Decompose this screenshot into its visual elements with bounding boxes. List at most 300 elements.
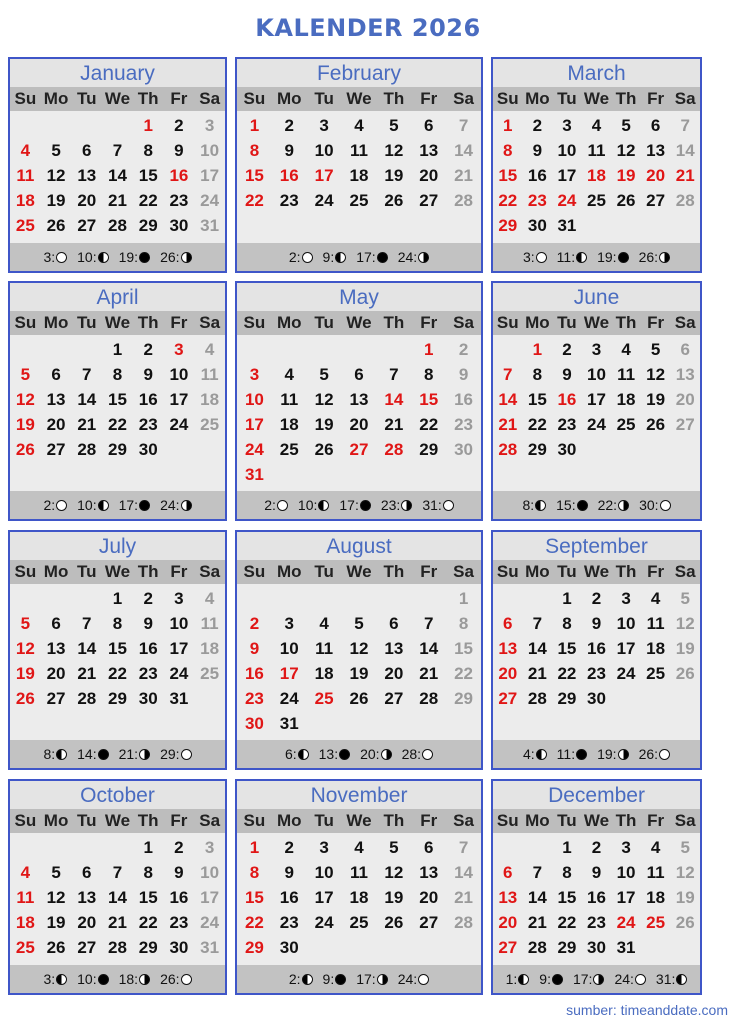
moon-phase [597,746,628,762]
month-name: May [237,283,481,311]
day-cell: 12 [675,614,695,633]
weekday-label: Mo [43,811,69,830]
day-cell: 19 [646,390,666,409]
day-cell: 11 [646,863,665,882]
moon-phase [289,971,313,987]
day-cell: 1 [249,116,260,135]
day-cell: 3 [249,365,260,384]
weekday-label: We [346,811,372,830]
month-october [8,779,227,995]
day-cell: 21 [527,913,547,932]
day-cell: 7 [112,863,123,882]
moon-phase [381,497,412,513]
day-cell: 23 [138,664,158,683]
day-cell: 14 [108,166,127,185]
weekday-label: Fr [647,811,665,830]
day-cell: 25 [15,216,35,235]
moon-phase [43,971,67,987]
day-cell: 7 [532,614,543,633]
moon-phase-day: 19: [597,746,617,762]
weekday-label: Su [496,89,519,108]
new-moon-icon [360,500,371,511]
day-cell: 8 [562,863,572,882]
day-cell: 14 [77,390,97,409]
moon-phase-day: 9: [322,249,335,265]
last-moon-icon [98,500,109,511]
month-november [235,779,483,995]
weekday-label: Tu [77,562,97,581]
day-cell: 3 [174,340,184,359]
weekday-label: Th [383,89,405,108]
new-moon-icon [552,974,563,985]
first-moon-icon [181,500,192,511]
day-cell: 11 [16,166,35,185]
day-cell: 19 [675,888,695,907]
day-cell: 20 [675,390,695,409]
day-cell: 23 [587,913,606,932]
weekday-label: Sa [674,811,696,830]
day-cell: 29 [454,689,474,708]
day-cell: 16 [244,664,264,683]
moon-phase [160,497,191,513]
day-cell: 18 [616,390,636,409]
day-cell: 1 [562,589,572,608]
day-cell: 21 [108,913,127,932]
moon-phase-day: 8: [43,746,56,762]
day-cell: 4 [20,863,31,882]
new-moon-icon [98,749,109,760]
weekday-label: Sa [199,89,221,108]
month-name: September [493,532,700,560]
day-cell: 21 [108,191,127,210]
last-moon-icon [535,500,546,511]
day-cell: 17 [616,888,636,907]
day-cell: 30 [169,938,189,957]
day-cell: 16 [169,166,189,185]
moon-phase-day: 17: [339,497,359,513]
day-cell: 10 [200,863,220,882]
day-cell: 29 [498,216,518,235]
weekday-label: Th [137,313,159,332]
day-cell: 2 [174,116,184,135]
day-cell: 24 [616,664,636,683]
moon-phase-day: 19: [118,249,139,265]
weekday-label: Sa [453,562,474,581]
day-cell: 17 [314,888,334,907]
weekday-label: Tu [314,313,334,332]
first-moon-icon [659,252,670,263]
moon-phase-day: 17: [118,497,139,513]
day-cell: 22 [527,415,547,434]
day-cell: 7 [458,116,469,135]
moon-phase [639,249,670,265]
day-cell: 3 [621,838,631,857]
day-cell: 14 [675,141,695,160]
weekday-label: Mo [43,89,69,108]
day-cell: 24 [314,913,334,932]
weekday-label: Su [496,811,519,830]
day-cell: 2 [591,589,602,608]
moon-phase [289,249,313,265]
day-cell: 5 [389,116,399,135]
day-cell: 28 [108,216,127,235]
weekday-label: Mo [525,562,550,581]
day-cell: 12 [384,863,404,882]
weekday-label: Mo [525,811,550,830]
day-cell: 6 [389,614,399,633]
month-name: August [237,532,481,560]
weekday-label: Th [383,313,405,332]
day-cell: 15 [244,166,264,185]
day-cell: 14 [527,639,547,658]
day-cell: 4 [284,365,294,384]
day-cell: 25 [279,440,299,459]
day-cell: 12 [15,390,35,409]
day-cell: 1 [503,116,513,135]
weekday-label: Th [615,562,637,581]
moon-phase-day: 17: [572,971,593,987]
weekday-label: Th [383,562,405,581]
weekday-header [237,87,481,111]
day-cell: 18 [587,166,606,185]
moon-phases [237,965,481,993]
weekday-label: We [346,89,372,108]
day-cell: 11 [200,365,219,384]
month-february [235,57,483,273]
day-cell: 25 [349,191,369,210]
weekday-label: Mo [276,89,302,108]
moon-phase-day: 3: [43,249,56,265]
weekday-label: Fr [647,313,665,332]
day-cell: 18 [646,888,666,907]
weekday-label: Su [14,562,37,581]
weekday-label: Sa [674,562,696,581]
day-cell: 6 [354,365,364,384]
moon-phase [298,497,329,513]
day-cell: 21 [419,664,439,683]
day-cell: 23 [138,415,158,434]
day-cell: 3 [621,589,631,608]
moon-phase [43,746,67,762]
weekday-label: Th [615,313,637,332]
weekday-label: Th [615,811,637,830]
moon-phase-day: 28: [401,746,422,762]
day-cell: 29 [108,440,127,459]
weekday-label: Th [383,811,405,830]
day-cell: 20 [77,913,97,932]
day-cell: 18 [15,913,35,932]
weekday-label: Sa [674,313,696,332]
day-cell: 3 [204,838,215,857]
day-cell: 26 [675,664,695,683]
weekday-label: Mo [525,89,550,108]
moon-phases [493,491,700,519]
month-may [235,281,483,521]
day-cell: 1 [532,340,543,359]
moon-phase-day: 4: [522,746,535,762]
day-cell: 26 [15,689,35,708]
first-moon-icon [139,749,150,760]
day-cell: 10 [200,141,220,160]
moon-phase [323,249,347,265]
moon-phase [573,971,604,987]
day-cell: 4 [319,614,329,633]
moon-phase [522,497,546,513]
weekday-label: Fr [420,89,438,108]
source-credit: sumber: timeanddate.com [566,1002,728,1018]
moon-phase-day: 2: [288,249,301,265]
day-cell: 27 [419,913,439,932]
moon-phase-day: 18: [118,971,139,987]
weekday-header [493,87,700,111]
full-moon-icon [443,500,454,511]
day-cell: 30 [138,689,158,708]
moon-phases [237,243,481,271]
day-cell: 2 [284,838,294,857]
day-cell: 29 [244,938,264,957]
day-cell: 31 [616,938,636,957]
day-cell: 31 [557,216,577,235]
last-moon-icon [318,500,329,511]
day-cell: 26 [46,216,66,235]
day-cell: 9 [532,141,543,160]
moon-phase-day: 24: [614,971,634,987]
moon-phase [656,971,687,987]
moon-phase-day: 19: [597,249,617,265]
weekday-label: We [104,89,131,108]
day-cell: 28 [108,938,127,957]
day-cell: 9 [591,863,602,882]
day-cell: 4 [354,116,364,135]
weekday-label: Mo [43,313,69,332]
weekday-header [237,311,481,335]
day-cell: 3 [591,340,602,359]
weekday-label: Th [137,811,159,830]
first-moon-icon [593,974,604,985]
moon-phase [639,746,670,762]
day-cell: 5 [650,340,661,359]
moon-phase-day: 11: [556,746,576,762]
day-cell: 21 [675,166,695,185]
day-cell: 24 [616,913,636,932]
day-cell: 19 [46,191,66,210]
day-cell: 11 [315,639,334,658]
weekday-label: Tu [314,811,334,830]
day-cell: 6 [423,838,434,857]
moon-phase [119,249,150,265]
day-cell: 20 [384,664,404,683]
day-cell: 4 [20,141,31,160]
day-cell: 19 [15,664,35,683]
day-cell: 25 [314,689,334,708]
day-cell: 28 [384,440,404,459]
day-cell: 7 [680,116,690,135]
moon-phase [285,746,309,762]
day-cell: 11 [349,141,368,160]
day-cell: 30 [527,216,547,235]
month-name: April [10,283,225,311]
moon-phase-day: 3: [43,971,56,987]
moon-phase [523,249,547,265]
moon-phase [523,746,547,762]
day-cell: 27 [349,440,369,459]
day-cell: 17 [587,390,606,409]
day-cell: 23 [557,415,577,434]
day-cell: 9 [284,863,294,882]
day-cell: 26 [46,938,66,957]
month-name: March [493,59,700,87]
day-cell: 7 [82,365,92,384]
day-cell: 2 [143,340,153,359]
day-cell: 20 [77,191,97,210]
day-cell: 6 [82,141,92,160]
day-cell: 13 [77,888,97,907]
day-cell: 13 [498,888,518,907]
day-cell: 27 [46,440,66,459]
day-cell: 30 [587,689,606,708]
day-cell: 24 [314,191,334,210]
new-moon-icon [339,749,350,760]
moon-phases [10,243,225,271]
moon-phase-day: 17: [356,971,376,987]
moon-phases [493,965,700,993]
day-cell: 25 [616,415,636,434]
weekday-label: Tu [557,811,577,830]
weekday-label: We [104,313,131,332]
moon-phase [539,971,563,987]
day-cell: 22 [454,664,474,683]
new-moon-icon [377,252,388,263]
new-moon-icon [335,974,346,985]
moon-phase-day: 13: [318,746,339,762]
day-cell: 4 [621,340,631,359]
day-cell: 19 [384,166,404,185]
weekday-label: Fr [170,811,188,830]
day-cell: 8 [562,614,572,633]
day-cell: 2 [562,340,572,359]
day-cell: 18 [15,191,35,210]
moon-phase [422,497,453,513]
day-cell: 7 [389,365,399,384]
weekday-header [493,809,700,833]
weekday-label: Tu [77,811,97,830]
last-moon-icon [536,749,547,760]
day-cell: 14 [498,390,518,409]
day-cell: 24 [244,440,264,459]
day-cell: 12 [15,639,35,658]
day-cell: 3 [174,589,184,608]
day-cell: 13 [498,639,518,658]
last-moon-icon [335,252,346,263]
moon-phase-day: 20: [360,746,380,762]
moon-phase-day: 30: [639,497,659,513]
day-cell: 30 [138,440,158,459]
moon-phase [639,497,670,513]
day-cell: 9 [174,141,184,160]
day-cell: 24 [279,689,299,708]
last-moon-icon [576,252,587,263]
day-cell: 7 [532,863,543,882]
moon-phase [77,249,108,265]
weekday-header [10,87,225,111]
month-august [235,530,483,770]
day-cell: 30 [169,216,189,235]
day-cell: 21 [77,664,97,683]
day-cell: 15 [498,166,518,185]
day-cell: 13 [646,141,666,160]
day-cell: 29 [527,440,547,459]
weekday-label: Fr [170,562,188,581]
day-cell: 13 [419,141,439,160]
weekday-label: Th [615,89,637,108]
weekday-label: Su [14,313,37,332]
month-september [491,530,702,770]
day-cell: 4 [650,838,661,857]
weekday-label: Fr [647,89,665,108]
day-cell: 3 [284,614,294,633]
moon-phase [160,746,191,762]
moon-phase-day: 22: [597,497,618,513]
moon-phase [614,971,645,987]
day-cell: 7 [458,838,469,857]
day-cell: 30 [454,440,474,459]
day-cell: 8 [458,614,469,633]
day-cell: 13 [46,390,66,409]
day-cell: 13 [349,390,369,409]
day-cell: 10 [169,614,189,633]
day-cell: 21 [384,415,404,434]
day-cell: 9 [562,365,572,384]
day-cell: 12 [349,639,369,658]
day-cell: 18 [314,664,334,683]
day-cell: 8 [249,863,260,882]
first-moon-icon [139,974,150,985]
day-cell: 28 [77,689,97,708]
moon-phase [323,971,347,987]
moon-phase-day: 11: [556,249,576,265]
moon-phase-day: 29: [160,746,180,762]
day-cell: 21 [498,415,518,434]
day-cell: 5 [20,614,31,633]
weekday-label: Sa [199,313,221,332]
day-cell: 5 [20,365,31,384]
day-cell: 29 [138,938,158,957]
day-cell: 20 [419,166,439,185]
day-cell: 5 [389,838,399,857]
day-cell: 27 [646,191,666,210]
day-cell: 14 [454,141,474,160]
full-moon-icon [56,500,67,511]
month-name: July [10,532,225,560]
moon-phase-day: 8: [522,497,535,513]
day-cell: 7 [423,614,434,633]
moon-phases [237,740,481,768]
day-cell: 11 [646,614,665,633]
day-cell: 16 [454,390,474,409]
first-moon-icon [377,974,388,985]
weekday-header [10,311,225,335]
day-cell: 9 [143,365,153,384]
month-december [491,779,702,995]
weekday-label: Fr [170,89,188,108]
day-cell: 19 [349,664,369,683]
weekday-label: Mo [276,313,302,332]
moon-phase [398,249,429,265]
day-cell: 4 [591,116,602,135]
month-june [491,281,702,521]
day-cell: 9 [143,614,153,633]
moon-phase [356,249,387,265]
